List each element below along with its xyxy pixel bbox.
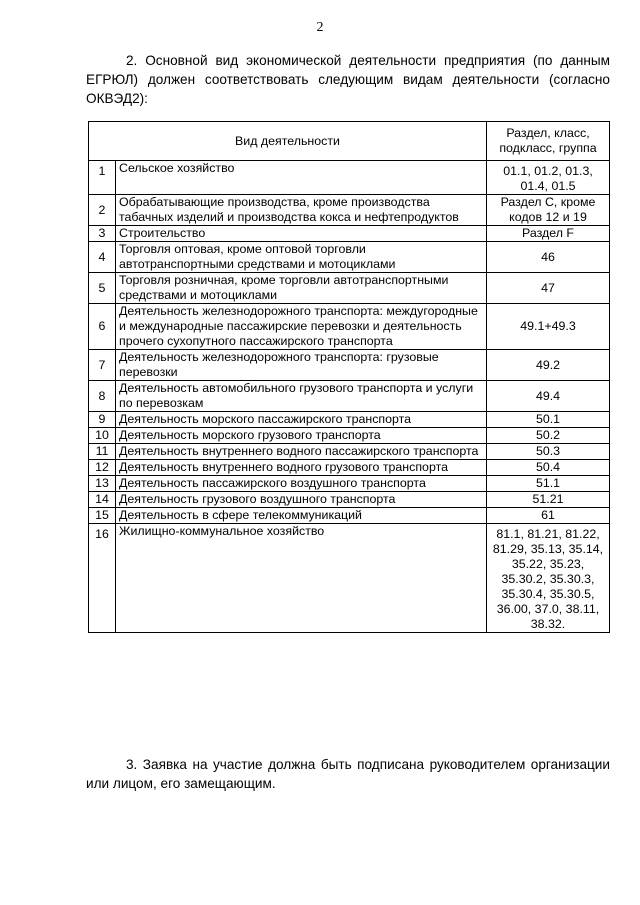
activity-name: Жилищно-коммунальное хозяйство [116, 524, 487, 633]
table-header-row [89, 122, 610, 161]
table-body [89, 161, 610, 633]
activity-name: Деятельность морского грузового транспорта [116, 428, 487, 444]
table-row [89, 350, 610, 381]
table-row [89, 508, 610, 524]
row-number: 7 [89, 350, 116, 381]
activity-name: Обрабатывающие производства, кроме производства табачных изделий и производства кокса и нефтепродуктов [116, 195, 487, 226]
table-row [89, 304, 610, 350]
table-row [89, 195, 610, 226]
activity-name: Деятельность морского пассажирского транспорта [116, 412, 487, 428]
okved-code: 51.1 [487, 476, 610, 492]
row-number: 9 [89, 412, 116, 428]
okved-code: 50.2 [487, 428, 610, 444]
table-row [89, 476, 610, 492]
activity-name: Деятельность внутреннего водного пассажирского транспорта [116, 444, 487, 460]
okved-code: 01.1, 01.2, 01.3, 01.4, 01.5 [487, 161, 610, 195]
row-number: 5 [89, 273, 116, 304]
activity-name: Деятельность в сфере телекоммуникаций [116, 508, 487, 524]
row-number: 1 [89, 161, 116, 195]
activity-name: Деятельность железнодорожного транспорта: междугородные и международные пассажирские перевозки и деятельность прочего сухопутного пассажирского транспорта [116, 304, 487, 350]
okved-code: 49.2 [487, 350, 610, 381]
row-number: 12 [89, 460, 116, 476]
okved-code: 47 [487, 273, 610, 304]
okved-code: 51.21 [487, 492, 610, 508]
row-number: 6 [89, 304, 116, 350]
table-row [89, 412, 610, 428]
table-row [89, 381, 610, 412]
paragraph-signature-requirement: 3. Заявка на участие должна быть подписана руководителем организации или лицом, его замещающим. [86, 757, 610, 791]
row-number: 4 [89, 242, 116, 273]
paragraph-activity-requirement: 2. Основной вид экономической деятельности предприятия (по данным ЕГРЮЛ) должен соответствовать следующим видам деятельности (согласно ОКВЭД2): [86, 53, 610, 106]
table-row [89, 492, 610, 508]
okved-code: 50.4 [487, 460, 610, 476]
activity-name: Деятельность автомобильного грузового транспорта и услуги по перевозкам [116, 381, 487, 412]
okved-code: 49.4 [487, 381, 610, 412]
row-number: 10 [89, 428, 116, 444]
header-activity: Вид деятельности [89, 122, 487, 161]
table-row [89, 273, 610, 304]
table-row [89, 444, 610, 460]
row-number: 13 [89, 476, 116, 492]
okved-code: 50.1 [487, 412, 610, 428]
row-number: 15 [89, 508, 116, 524]
header-code: Раздел, класс, подкласс, группа [487, 122, 610, 161]
okved-activity-table [88, 121, 610, 633]
table-row [89, 460, 610, 476]
activity-name: Деятельность грузового воздушного транспорта [116, 492, 487, 508]
okved-code: 50.3 [487, 444, 610, 460]
activity-name: Торговля розничная, кроме торговли автотранспортными средствами и мотоциклами [116, 273, 487, 304]
activity-name: Деятельность железнодорожного транспорта: грузовые перевозки [116, 350, 487, 381]
table-row [89, 242, 610, 273]
row-number: 3 [89, 226, 116, 242]
table-row [89, 161, 610, 195]
row-number: 11 [89, 444, 116, 460]
table-row [89, 524, 610, 633]
okved-code: 81.1, 81.21, 81.22, 81.29, 35.13, 35.14, 35.22, 35.23, 35.30.2, 35.30.3, 35.30.4, 35.30.5, 36.00, 37.0, 38.11, 38.32. [487, 524, 610, 633]
activity-name: Деятельность внутреннего водного грузового транспорта [116, 460, 487, 476]
activity-name: Деятельность пассажирского воздушного транспорта [116, 476, 487, 492]
activity-name: Строительство [116, 226, 487, 242]
okved-code: Раздел С, кроме кодов 12 и 19 [487, 195, 610, 226]
okved-code: Раздел F [487, 226, 610, 242]
activity-name: Сельское хозяйство [116, 161, 487, 195]
activity-name: Торговля оптовая, кроме оптовой торговли автотранспортными средствами и мотоциклами [116, 242, 487, 273]
okved-code: 61 [487, 508, 610, 524]
row-number: 16 [89, 524, 116, 633]
okved-code: 46 [487, 242, 610, 273]
page-number: 2 [316, 20, 324, 35]
row-number: 2 [89, 195, 116, 226]
row-number: 14 [89, 492, 116, 508]
row-number: 8 [89, 381, 116, 412]
table-row [89, 428, 610, 444]
table-row [89, 226, 610, 242]
okved-code: 49.1+49.3 [487, 304, 610, 350]
